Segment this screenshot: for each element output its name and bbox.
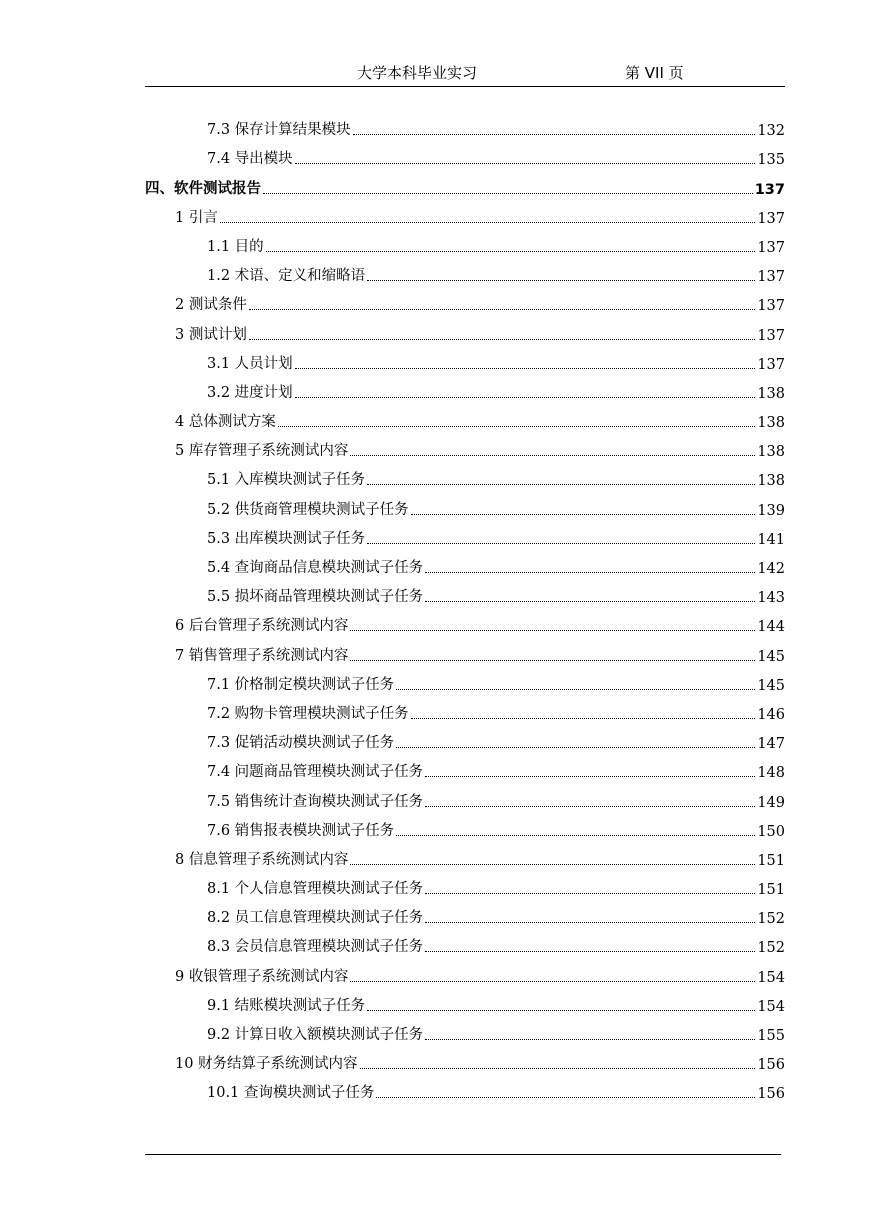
dot-leader	[411, 717, 756, 719]
toc-entry[interactable]	[145, 781, 785, 810]
dot-leader	[425, 805, 755, 807]
toc-entry-label: 3 测试计划	[175, 326, 247, 343]
dot-leader	[411, 513, 756, 515]
toc-entry[interactable]	[145, 227, 785, 256]
toc-entry-page-number: 137	[757, 269, 785, 286]
toc-entry-label: 1.1 目的	[207, 238, 264, 255]
toc-entry[interactable]	[145, 1073, 785, 1102]
toc-entry[interactable]	[145, 665, 785, 694]
toc-entry-page-number: 148	[757, 765, 785, 782]
toc-entry-label: 7.2 购物卡管理模块测试子任务	[207, 705, 409, 722]
toc-entry[interactable]	[145, 373, 785, 402]
dot-leader	[350, 659, 755, 661]
toc-entry[interactable]	[145, 635, 785, 664]
toc-entry-label: 4 总体测试方案	[175, 414, 276, 431]
toc-entry-label: 3.2 进度计划	[207, 384, 293, 401]
toc-entry-label: 2 测试条件	[175, 297, 247, 314]
toc-entry-page-number: 151	[757, 882, 785, 899]
dot-leader	[350, 863, 755, 865]
toc-entry[interactable]	[145, 811, 785, 840]
toc-entry-label: 5.5 损坏商品管理模块测试子任务	[207, 589, 424, 606]
toc-entry[interactable]	[145, 898, 785, 927]
toc-entry-label: 9.1 结账模块测试子任务	[207, 997, 366, 1014]
toc-entry-page-number: 137	[757, 298, 785, 315]
dot-leader	[367, 1009, 755, 1011]
dot-leader	[295, 162, 756, 164]
toc-entry[interactable]	[145, 956, 785, 985]
dot-leader	[367, 483, 755, 485]
toc-entry-page-number: 143	[757, 590, 785, 607]
toc-entry-page-number: 146	[757, 706, 785, 723]
toc-entry[interactable]	[145, 198, 785, 227]
toc-entry[interactable]	[145, 285, 785, 314]
dot-leader	[266, 250, 756, 252]
dot-leader	[396, 746, 755, 748]
toc-entry[interactable]	[145, 986, 785, 1015]
toc-entry-page-number: 138	[757, 444, 785, 461]
dot-leader	[425, 1038, 755, 1040]
toc-entry[interactable]	[145, 927, 785, 956]
toc-entry[interactable]	[145, 519, 785, 548]
toc-entry[interactable]	[145, 723, 785, 752]
toc-entry-page-number: 135	[757, 152, 785, 169]
toc-entry-label: 10.1 查询模块测试子任务	[207, 1085, 375, 1102]
toc-entry-page-number: 154	[757, 969, 785, 986]
dot-leader	[396, 688, 755, 690]
toc-entry[interactable]	[145, 694, 785, 723]
dot-leader	[350, 980, 755, 982]
dot-leader	[396, 834, 755, 836]
toc-entry-label: 7.4 导出模块	[207, 151, 293, 168]
toc-entry-page-number: 145	[757, 677, 785, 694]
toc-entry-label: 7.6 销售报表模块测试子任务	[207, 822, 395, 839]
dot-leader	[425, 892, 755, 894]
toc-entry[interactable]	[145, 489, 785, 518]
dot-leader	[360, 1067, 756, 1069]
dot-leader	[425, 600, 755, 602]
dot-leader	[367, 279, 755, 281]
dot-leader	[425, 950, 755, 952]
toc-entry[interactable]	[145, 110, 785, 139]
toc-entry-label: 5.3 出库模块测试子任务	[207, 530, 366, 547]
toc-entry-label: 8 信息管理子系统测试内容	[175, 851, 349, 868]
toc-entry-label: 7.3 保存计算结果模块	[207, 122, 351, 139]
toc-entry-label: 3.1 人员计划	[207, 355, 293, 372]
toc-entry-label: 7.1 价格制定模块测试子任务	[207, 676, 395, 693]
toc-entry[interactable]	[145, 402, 785, 431]
toc-entry-label: 四、软件测试报告	[145, 180, 261, 197]
toc-entry-label: 7.4 问题商品管理模块测试子任务	[207, 764, 424, 781]
toc-entry-page-number: 144	[757, 619, 785, 636]
toc-entry-page-number: 137	[754, 181, 785, 198]
toc-entry[interactable]	[145, 869, 785, 898]
toc-entry[interactable]	[145, 752, 785, 781]
toc-entry-label: 5 库存管理子系统测试内容	[175, 443, 349, 460]
toc-entry-page-number: 142	[757, 561, 785, 577]
dot-leader	[278, 425, 755, 427]
toc-entry-label: 7.3 促销活动模块测试子任务	[207, 735, 395, 752]
toc-entry-label: 1 引言	[175, 209, 218, 226]
toc-entry[interactable]	[145, 314, 785, 343]
toc-entry-page-number: 138	[757, 415, 785, 432]
toc-entry-page-number: 139	[757, 502, 785, 519]
toc-entry-label: 10 财务结算子系统测试内容	[175, 1056, 358, 1073]
toc-entry-label: 8.1 个人信息管理模块测试子任务	[207, 881, 424, 898]
toc-entry-page-number: 145	[757, 648, 785, 665]
dot-leader	[376, 1096, 755, 1098]
toc-entry-page-number: 155	[757, 1028, 785, 1044]
dot-leader	[295, 396, 756, 398]
header-page-number: 第 VII 页	[625, 64, 684, 82]
dot-leader	[350, 629, 755, 631]
dot-leader	[353, 133, 756, 135]
toc-entry-label: 8.2 员工信息管理模块测试子任务	[207, 910, 424, 927]
toc-entry-label: 8.3 会员信息管理模块测试子任务	[207, 939, 424, 956]
toc-entry-page-number: 154	[757, 998, 785, 1015]
toc-entry-label: 9.2 计算日收入额模块测试子任务	[207, 1027, 424, 1043]
dot-leader	[249, 308, 755, 310]
toc-entry-page-number: 151	[757, 852, 785, 869]
toc-entry[interactable]	[145, 548, 785, 577]
dot-leader	[367, 542, 755, 544]
dot-leader	[220, 221, 755, 223]
toc-entry-label: 5.2 供货商管理模块测试子任务	[207, 501, 409, 518]
toc-entry-page-number: 152	[757, 911, 785, 928]
toc-entry[interactable]	[145, 1044, 785, 1073]
dot-leader	[249, 338, 755, 340]
toc-entry[interactable]	[145, 168, 785, 197]
toc-entry-label: 5.1 入库模块测试子任务	[207, 472, 366, 489]
toc-entry[interactable]	[145, 840, 785, 869]
toc-entry-label: 6 后台管理子系统测试内容	[175, 618, 349, 635]
dot-leader	[425, 775, 755, 777]
toc-entry[interactable]	[145, 460, 785, 489]
toc-entry-page-number: 138	[757, 473, 785, 490]
toc-entry-label: 7 销售管理子系统测试内容	[175, 647, 349, 664]
toc-entry-page-number: 137	[757, 356, 785, 373]
dot-leader	[263, 192, 753, 194]
page-header	[145, 58, 785, 87]
dot-leader	[425, 571, 755, 573]
toc-entry[interactable]	[145, 256, 785, 285]
toc-entry-page-number: 147	[757, 736, 785, 753]
toc-entry[interactable]	[145, 1015, 785, 1044]
toc-entry[interactable]	[145, 431, 785, 460]
toc-entry[interactable]	[145, 139, 785, 168]
toc-entry-page-number: 152	[757, 940, 785, 957]
toc-entry-page-number: 150	[757, 823, 785, 840]
toc-entry-page-number: 137	[757, 239, 785, 256]
toc-entry-page-number: 138	[757, 385, 785, 402]
dot-leader	[295, 367, 756, 369]
toc-entry-page-number: 137	[757, 210, 785, 227]
toc-entry-page-number: 156	[757, 1057, 785, 1074]
dot-leader	[425, 921, 755, 923]
toc-entry-label: 9 收银管理子系统测试内容	[175, 968, 349, 985]
footer-rule	[145, 1154, 781, 1155]
toc-entry[interactable]	[145, 606, 785, 635]
toc-entry-page-number: 156	[757, 1086, 785, 1103]
toc-entry-page-number: 132	[757, 123, 785, 140]
toc-entry-page-number: 137	[757, 327, 785, 344]
toc-entry-page-number: 141	[757, 531, 785, 548]
toc-entry[interactable]	[145, 577, 785, 606]
table-of-contents	[145, 110, 785, 1102]
toc-entry[interactable]	[145, 344, 785, 373]
toc-entry-label: 5.4 查询商品信息模块测试子任务	[207, 560, 424, 576]
toc-entry-label: 7.5 销售统计查询模块测试子任务	[207, 793, 424, 810]
header-title: 大学本科毕业实习	[357, 64, 478, 82]
toc-entry-label: 1.2 术语、定义和缩略语	[207, 268, 366, 285]
toc-entry-page-number: 149	[757, 794, 785, 811]
dot-leader	[350, 454, 755, 456]
